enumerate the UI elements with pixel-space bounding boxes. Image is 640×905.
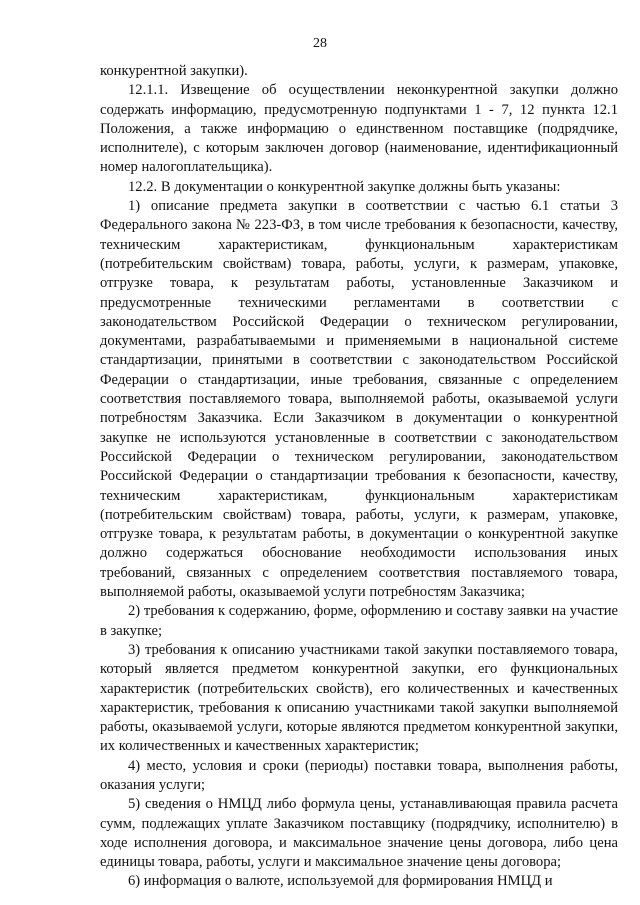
list-item-2: 2) требования к содержанию, форме, оформлению и составу заявки на участие в закупке;: [100, 603, 618, 639]
list-item-3: 3) требования к описанию участниками такой закупки поставляемого товара, который является предметом конкурентной закупки, его функциональных характеристик (потребительских свойств), его количественных и качественных характеристик, требования к описанию участниками такой закупки выполняемой работы, оказываемой услуги, которые являются предметом конкурентной закупки, их количественных и качественных характеристик;: [100, 641, 618, 755]
list-item-5: 5) сведения о НМЦД либо формула цены, устанавливающая правила расчета сумм, подлежащих уплате Заказчиком поставщику (подрядчику, исполнителю) в ходе исполнения договора, и максимальное значение цены договора, либо цена единицы товара, работы, услуги и максимальное значение цены договора;: [100, 796, 618, 871]
list-item-4: 4) место, условия и сроки (периоды) поставки товара, выполнения работы, оказания услуги;: [100, 757, 618, 793]
list-item-1: 1) описание предмета закупки в соответствии с частью 6.1 статьи 3 Федерального закона № 223-ФЗ, в том числе требования к безопасности, качеству, техническим характеристикам, функциональным характеристикам (потребительским свойствам) товара, работы, услуги, к размерам, упаковке, отгрузке товара, к результатам работы, установленные Заказчиком и предусмотренные техническими регламентами в соответствии с законодательством Российской Федерации о техническом регулировании, документами, разрабатываемыми и применяемыми в национальной системе стандартизации, принятыми в соответствии с законодательством Российской Федерации о стандартизации, иные требования, связанные с определением соответствия поставляемого товара, выполняемой работы, оказываемой услуги потребностям Заказчика. Если Заказчиком в документации о конкурентной закупке не используются установленные в соответствии с законодательством Российской Федерации о техническом регулировании, законодательством Российской Федерации о стандартизации требования к безопасности, качеству, техническим характеристикам, функциональным характеристикам (потребительским свойствам) товара, работы, услуги, к размерам, упаковке, отгрузке товара, к результатам работы, в документации о конкурентной закупке должно содержаться обоснование необходимости использования иных требований, связанных с определением соответствия поставляемого товара, выполняемой работы, оказываемой услуги потребностям Заказчика;: [100, 198, 618, 601]
paragraph-12-2: 12.2. В документации о конкурентной закупке должны быть указаны:: [128, 178, 561, 195]
page-number: 28: [313, 36, 327, 51]
paragraph-continuation: конкурентной закупки).: [100, 63, 248, 79]
document-body: [100, 62, 618, 892]
list-item-6: 6) информация о валюте, используемой для формирования НМЦД и: [128, 873, 553, 890]
paragraph-12-1-1: 12.1.1. Извещение об осуществлении неконкурентной закупки должно содержать информацию, предусмотренную подпунктами 1 - 7, 12 пункта 12.1 Положения, а также информацию о единственном поставщике (подрядчике, исполнителе), с которым заключен договор (наименование, идентификационный номер налогоплательщика).: [100, 82, 618, 176]
